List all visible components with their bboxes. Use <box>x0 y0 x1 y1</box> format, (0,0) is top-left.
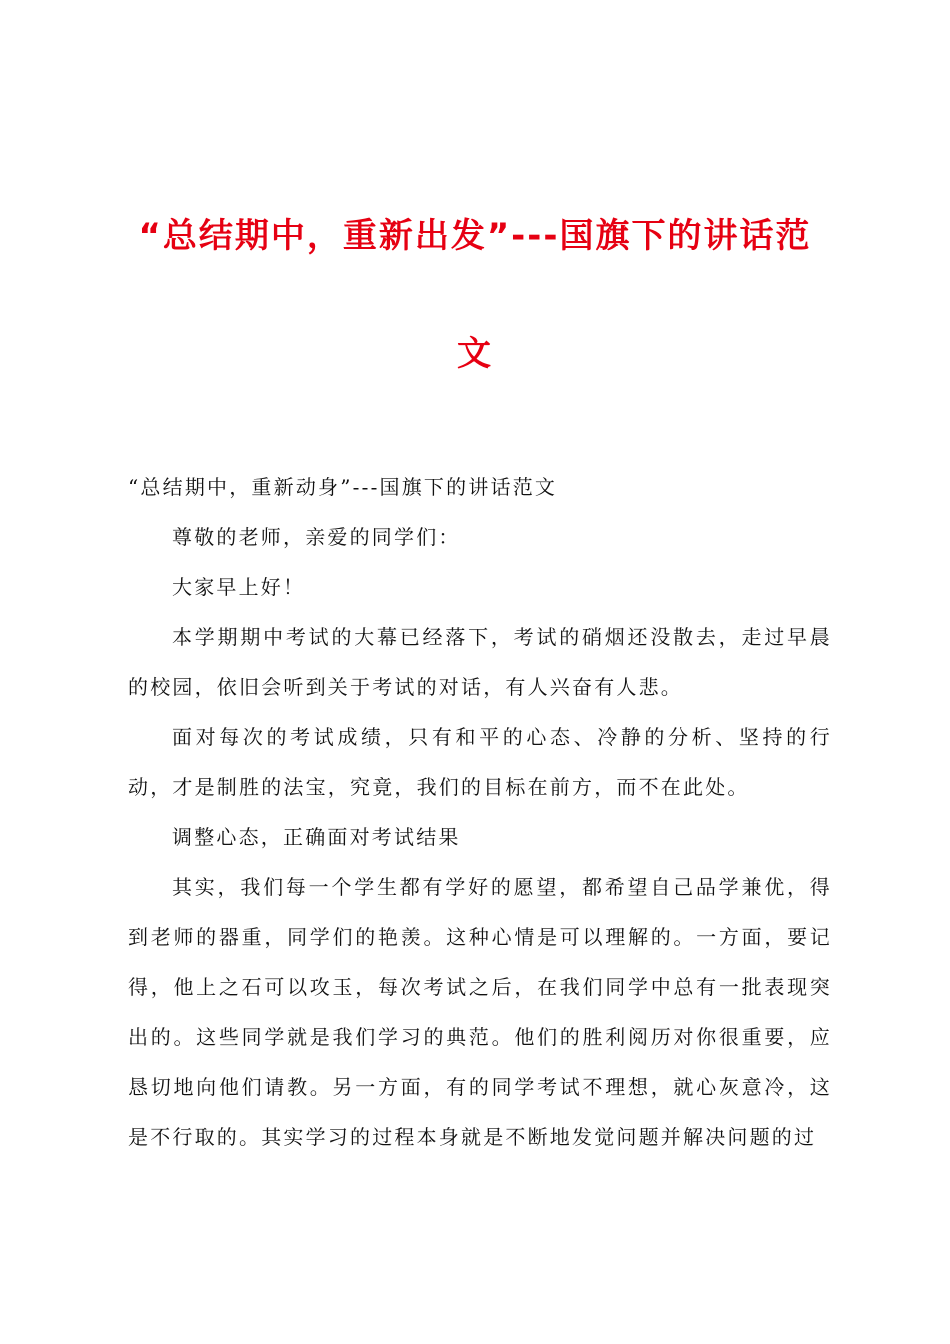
document-title-line-2: 文 <box>457 334 493 374</box>
salutation-paragraph: 尊敬的老师，亲爱的同学们： <box>172 525 461 549</box>
body-paragraph-2: 面对每次的考试成绩，只有和平的心态、冷静的分析、坚持的行动，才是制胜的法宝，究竟，我们的目标在前方，而不在此处。 <box>128 725 832 799</box>
section-heading: 调整心态，正确面对考试结果 <box>172 825 461 849</box>
subtitle-paragraph: “总结期中，重新动身”---国旗下的讲话范文 <box>128 475 558 499</box>
body-paragraph-1: 本学期期中考试的大幕已经落下，考试的硝烟还没散去，走过早晨的校园，依旧会听到关于考试的对话，有人兴奋有人悲。 <box>128 625 832 699</box>
body-paragraph-3: 其实，我们每一个学生都有学好的愿望，都希望自己品学兼优，得到老师的器重，同学们的艳羡。这种心情是可以理解的。一方面，要记得，他上之石可以攻玉，每次考试之后，在我们同学中总有一批表现突出的。这些同学就是我们学习的典范。他们的胜利阅历对你很重要，应恳切地向他们请教。另一方面，有的同学考试不理想，就心灰意冷，这是不行取的。其实学习的过程本身就是不断地发觉问题并解决问题的过 <box>128 875 832 1149</box>
document-title-line-1: “总结期中，重新出发”---国旗下的讲话范 <box>138 216 812 256</box>
greeting-paragraph: 大家早上好！ <box>172 575 306 599</box>
document-body <box>128 462 832 1162</box>
